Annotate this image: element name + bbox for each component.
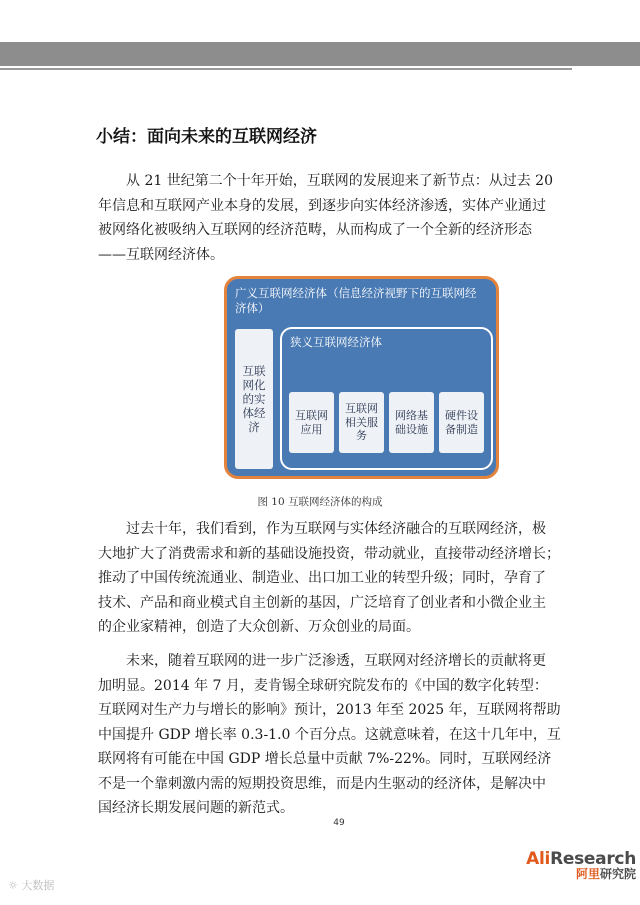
label-line: 的实 [242,392,266,406]
paragraph-line: ——互联网经济体。 [98,246,224,263]
label-line: 互联网 [345,402,378,416]
cell-label [291,409,333,436]
paragraph-line: 从 21 世纪第二个十年开始，互联网的发展迎来了新节点：从过去 20 [126,173,553,189]
label-line: 备制造 [445,422,478,436]
logo-sub-red: 阿里 [575,867,600,881]
paragraph-line: 大地扩大了消费需求和新的基础设施投资，带动就业，直接带动经济增长； [98,545,560,562]
paragraph-line: 未来，随着互联网的进一步广泛渗透，互联网对经济增长的贡献将更 [126,653,546,669]
logo-research: Research [550,849,636,869]
paragraph-line: 的企业家精神，创造了大众创新、万众创业的局面。 [98,619,420,635]
cell-label [341,402,383,443]
label-line: 互联 [242,364,266,378]
weibo-icon: ☼ [8,879,18,892]
paragraph-3 [98,649,568,821]
page-number: 49 [333,818,345,828]
label-line: 济 [248,420,260,434]
paragraph-line: 中国提升 GDP 增长率 0.3-1.0 个百分点。这就意味着，在这十几年中，互 [98,726,561,743]
label-line: 互联网 [295,409,328,422]
broad-economy-title: 广义互联网经济体（信息经济视野下的互联网经济体） [235,286,477,315]
logo-subtitle [526,868,636,881]
top-band [0,0,640,42]
section-title: 小结：面向未来的互联网经济 [96,127,317,147]
paragraph-line: 国经济长期发展问题的新范式。 [98,800,294,816]
label-line: 体经 [242,406,266,420]
label-line: 应用 [300,422,323,436]
cell-label [441,409,483,436]
header-rule [0,68,572,70]
paragraph-line: 推动了中国传统流通业、制造业、出口加工业的转型升级；同时，孕育了 [98,570,546,586]
watermark-text: 大数据 [21,879,55,892]
internet-application-box [289,392,334,453]
paragraph-line: 过去十年，我们看到，作为互联网与实体经济融合的互联网经济，极 [126,521,546,537]
aliresearch-logo [526,849,636,881]
label-line: 网络基 [395,409,428,422]
paragraph-line: 被网络化被吸纳入互联网的经济范畴，从而构成了一个全新的经济形态 [98,222,532,238]
logo-sub-gray: 研究院 [599,867,636,881]
real-economy-box [235,329,273,469]
paragraph-line: 年信息和互联网产业本身的发展，到逐步向实体经济渗透，实体产业通过 [98,197,546,214]
paragraph-1 [98,169,568,267]
label-line: 网化 [242,378,266,392]
logo-wordmark [526,849,636,869]
paragraph-line: 联网将有可能在中国 GDP 增长总量中贡献 7%-22%。同时，互联网经济 [98,751,552,767]
hardware-manufacturing-box [439,392,484,453]
label-line: 相关服 [345,415,378,429]
narrow-economy-title: 狭义互联网经济体 [290,335,382,349]
internet-services-box [339,392,384,453]
paragraph-line: 技术、产品和商业模式自主创新的基因，广泛培育了创业者和小微企业主 [98,594,546,611]
paragraph-line: 互联网对生产力与增长的影响》预计，2013 年至 2025 年，互联网将帮助 [98,702,561,718]
watermark [8,877,54,893]
cell-label [391,409,433,436]
network-infrastructure-box [389,392,434,453]
real-economy-label [241,364,267,434]
figure-caption: 图 10 互联网经济体的构成 [257,496,383,508]
narrow-economy-box [280,327,493,470]
label-line: 硬件设 [445,409,478,422]
internet-economy-diagram [224,276,499,479]
paragraph-2 [98,517,568,640]
paragraph-line: 不是一个靠刺激内需的短期投资思维，而是内生驱动的经济体，是解决中 [98,775,546,792]
header-bar [0,42,640,66]
label-line: 务 [356,429,367,443]
label-line: 础设施 [395,422,428,436]
paragraph-line: 加明显。2014 年 7 月，麦肯锡全球研究院发布的《中国的数字化转型： [98,677,548,694]
logo-ali: Ali [526,849,551,869]
